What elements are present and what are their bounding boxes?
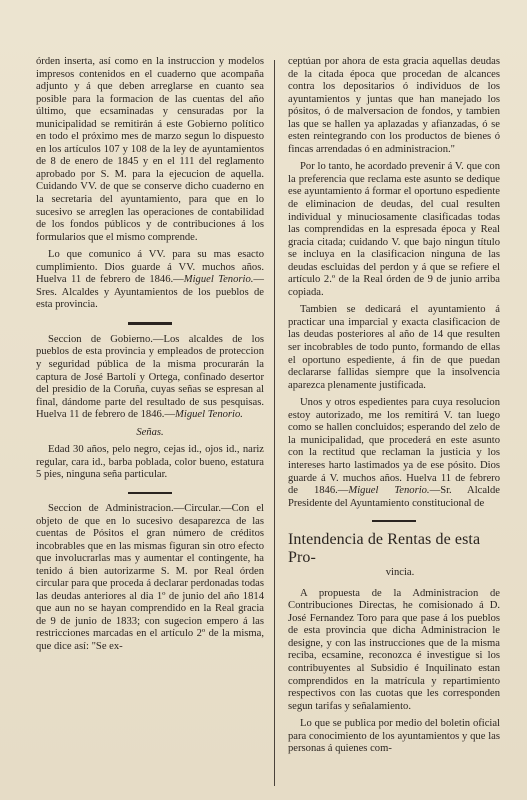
paragraph-communication: [36, 249, 264, 312]
paragraph-administracion-circular: Seccion de Administracion.—Circular.—Con el objeto de que en lo sucesivo desaparezca de las cuentas de Pósitos el gran número de créditos incobrables que en las mismas figuran sin otro efecto que involucrarlas mas y aumentar el contingente, ha tenido á bien autorizarme S. M. por Real órden circular para que proceda á declarar perdonadas todas las deudas anteriores al dia 1º de junio del año 1814 que aun no se hayan comprendido en la Real gracia de 9 de junio de 1833; con sugecion empero á las restricciones marcadas en el artículo 2º de la misma, que dice así: "Se ex-: [36, 502, 264, 652]
expedientes-tail: —Sr. Alcalde Presidente del Ayuntamiento constitucional de: [288, 485, 500, 509]
paragraph-description: Edad 30 años, pelo negro, cejas id., ojos id., nariz regular, cara id., barba poblada, color bueno, estatura 5 pies, ninguna seña particular.: [36, 444, 264, 481]
paragraph-comision: A propuesta de la Administracion de Contribuciones Directas, he comisionado á D. José Fernandez Toro para que pase á los pueblos de esta provincia que dicha Administracion le designe, y con las instrucciones que de la misma reciba, ecsamine, reconozca é investigue si los contribuyentes al Subsidio é Inquilinato estan comprendidos en la matrícula y repartimiento respectivos con las cuotas que les corresponden segun tarifas y señalamiento.: [288, 587, 500, 712]
paragraph-expedientes: [288, 397, 500, 510]
left-column: [36, 56, 264, 800]
signature-tenorio: Miguel Tenorio.: [175, 409, 243, 421]
paragraph-publication: Lo que se publica por medio del boletin oficial para conocimiento de los ayuntamientos y que las personas á quienes com-: [288, 718, 500, 755]
paragraph-exceptions: ceptúan por ahora de esta gracia aquellas deudas de la citada época que procedan de alcances contra los depositarios ó individuos de los ayuntamientos y juntas que han manejado los pósitos, ó de malversacion de fondos, y tambien las que se hallen ya aplazadas y afianzadas, ó se esten reintegrando con los productos de bienes ó fincas arrendadas ó en administracion.": [288, 56, 500, 155]
communication-text: Lo que comunico á VV. para su mas esacto cumplimiento. Dios guarde á VV. muchos años. Huelva 11 de febrero de 1846.—: [36, 249, 264, 286]
gobierno-text: Seccion de Gobierno.—Los alcaldes de los pueblos de esta provincia y empleados de proteccion y seguridad pública de la misma procurarán la captura de José Bartolí y Ortega, confinado desertor del presidio de la Coruña, cuyas señas se espresan al final, dándome parte del resultado de sus pesquisas. Huelva 11 de febrero de 1846.—: [36, 333, 264, 421]
signature-tenorio: Miguel Tenorio.: [348, 485, 430, 497]
expedientes-text: Unos y otros espedientes para cuya resolucion estoy autorizado, me los remitirá V. tan luego como se hallen concluidos; esperando del zelo de la municipalidad, que procederá en este asunto con la rectitud que reclaman la justicia y los intereses harto lastimados ya de ese pósito. Dios guarde á V. muchos años. Huelva 11 de febrero de 1846.—: [288, 397, 500, 497]
right-column: [288, 56, 500, 800]
section-heading-intendencia-cont: vincia.: [385, 567, 415, 579]
section-separator: [128, 492, 172, 494]
paragraph-gobierno-capture: [36, 334, 264, 422]
section-separator: [372, 520, 416, 522]
signature-tenorio: Miguel Tenorio.: [183, 274, 254, 286]
senas-heading: Señas.: [136, 426, 164, 438]
section-separator: [128, 322, 172, 325]
paragraph-classification: Tambien se dedicará el ayuntamiento á practicar una imparcial y exacta clasificacion de las deudas posteriores al año de 14 que resulten ser incobrables de todo punto, formando de ellas el oportuno espediente, á fin de que puedan declararse fallidas siempre que la insolvencia aparezca plenamente justificada.: [288, 304, 500, 391]
communication-tail: —Sres. Alcaldes y Ayuntamientos de los pueblos de esta provincia.: [36, 274, 265, 311]
paragraph-order: Por lo tanto, he acordado prevenir á V. que con la preferencia que reclama este asunto se dedique ese ayuntamiento á formar el oportuno espediente de eliminacion de deudas, del cual resulten individual y minuciosamente clasificadas todas las comprendidas en la espresada época y Real gracia citada; cuidando V. que bajo ningun título se incluya en la clasificacion ninguna de las deudas escluidas del perdon y á que se refiere el artículo 2.º de la Real órden de 9 de junio arriba copiada.: [288, 161, 500, 298]
section-heading-intendencia: Intendencia de Rentas de esta Pro-: [288, 531, 481, 567]
column-divider: [274, 60, 275, 786]
paragraph-accounts-instruction: órden inserta, así como en la instruccion y modelos impresos contenidos en el cuaderno que acompaña adjunto y á que deben arreglarse en cuanto sea posible para la formacion de las cuentas del año último, que ecsaminadas y censuradas por la municipalidad se remitirán á este Gobierno político en todo el próximo mes de marzo segun lo dispuesto en los artículos 107 y 108 de la ley de ayuntamientos de 8 de enero de 1845 y en el 111 del reglamento aprobado por S. M. para la ejecucion de aquella. Cuidando VV. de que se conserve dicho cuaderno en la secretaria del ayuntamiento, para que en lo sucesivo se arreglen las operaciones de contabilidad de los fondos públicos y de contribuciones á los formularios que el mismo comprende.: [36, 56, 264, 243]
